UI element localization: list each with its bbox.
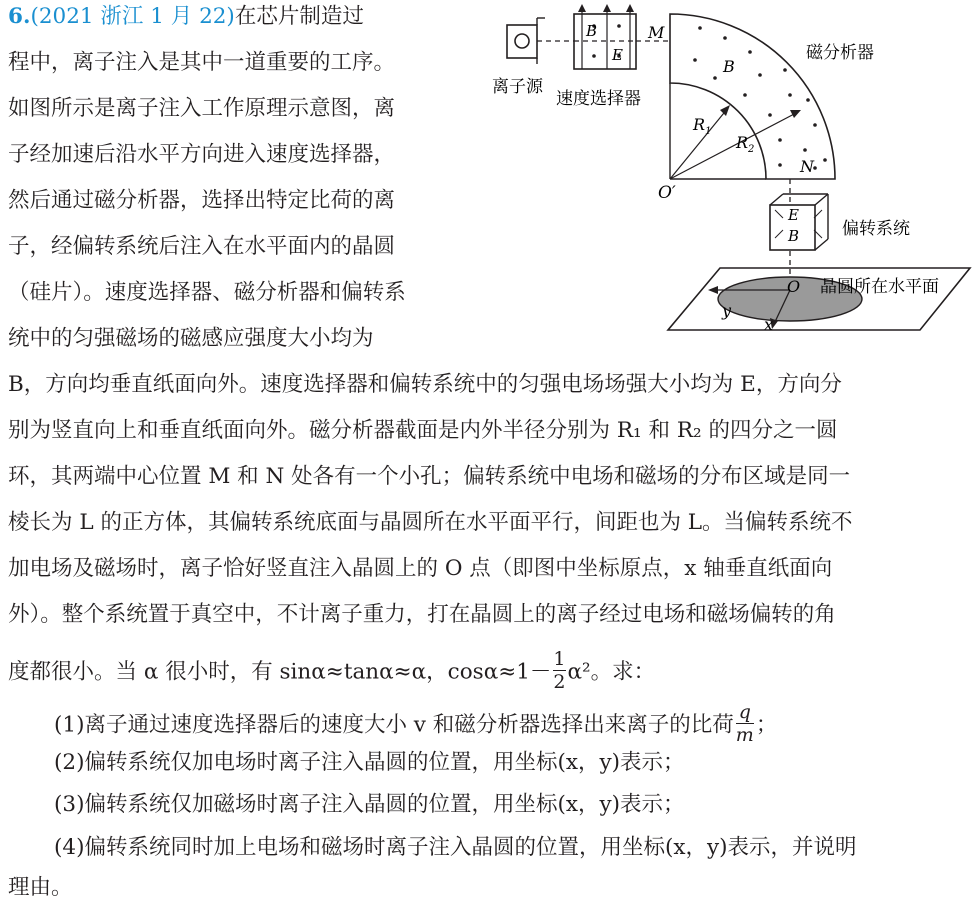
half-fraction <box>553 648 565 693</box>
intro-line-6: （硅片）。速度选择器、磁分析器和偏转系 <box>8 280 406 305</box>
deflection-B-label: B <box>788 227 800 245</box>
charge-mass-ratio <box>736 701 754 746</box>
selector-E-label: E <box>612 46 623 64</box>
intro-line-0: 在芯片制造过 <box>234 4 364 29</box>
problem-number: 6. <box>8 4 31 29</box>
analyzer-B-label: B <box>723 57 735 76</box>
question-1-text: (1)离子通过速度选择器后的速度大小 v 和磁分析器选择出来离子的比荷 <box>54 712 734 738</box>
ion-source-label: 离子源 <box>492 77 543 97</box>
intro-line-3: 子经加速后沿水平方向进入速度选择器， <box>8 142 396 167</box>
deflection-system-label: 偏转系统 <box>842 219 910 239</box>
problem-header-line <box>8 2 364 32</box>
question-4: (4)偏转系统同时加上电场和磁场时离子注入晶圆的位置，用坐标(x，y)表示，并说明 <box>54 835 857 860</box>
hole-N-label: N <box>800 157 814 176</box>
radius-R2-label: $R_2$ <box>736 133 755 155</box>
approximation-line <box>8 650 655 695</box>
intro-line-4: 然后通过磁分析器，选择出特定比荷的离 <box>8 188 396 213</box>
magnetic-analyzer-label: 磁分析器 <box>806 43 874 63</box>
body-line-5: 外）。整个系统置于真空中，不计离子重力，打在晶圆上的离子经过电场和磁场偏转的角 <box>8 602 836 627</box>
question-2: (2)偏转系统仅加电场时离子注入晶圆的位置，用坐标(x，y)表示； <box>54 750 685 775</box>
question-1 <box>54 703 777 748</box>
wafer-plane-label: 晶圆所在水平面 <box>820 277 939 297</box>
velocity-selector-box <box>574 4 636 69</box>
origin-O-label: O <box>787 277 801 296</box>
ion-implantation-diagram <box>485 0 974 340</box>
ratio-numerator: q <box>738 701 751 723</box>
velocity-selector-label: 速度选择器 <box>556 89 641 109</box>
ratio-denominator: m <box>735 724 754 746</box>
problem-source: (2021 浙江 1 月 22) <box>30 4 235 29</box>
axis-y-label: y <box>722 301 732 320</box>
deflection-E-label: E <box>788 206 799 224</box>
half-numerator: 1 <box>553 648 566 670</box>
question-4-continued: 理由。 <box>8 875 73 900</box>
body-line-2: 环，其两端中心位置 M 和 N 处各有一个小孔；偏转系统中电场和磁场的分布区域是同一 <box>8 464 851 489</box>
hole-M-label: M <box>648 23 665 42</box>
approx-prefix: 度都很小。当 α 很小时，有 sinα≈tanα≈α，cosα≈1－ <box>8 659 552 685</box>
center-Oprime-label: O′ <box>658 183 676 203</box>
intro-line-5: 子，经偏转系统后注入在水平面内的晶圆 <box>8 234 396 259</box>
half-denominator: 2 <box>553 671 566 693</box>
intro-line-2: 如图所示是离子注入工作原理示意图，离 <box>8 96 396 121</box>
question-1-end: ； <box>755 712 778 738</box>
body-line-1: 别为竖直向上和垂直纸面向外。磁分析器截面是内外半径分别为 R₁ 和 R₂ 的四分之一圆 <box>8 418 838 443</box>
body-line-0: B，方向均垂直纸面向外。速度选择器和偏转系统中的匀强电场场强大小均为 E，方向分 <box>8 372 842 397</box>
radius-R1-label: $R_1$ <box>693 115 712 137</box>
body-line-4: 加电场及磁场时，离子恰好竖直注入晶圆上的 O 点（即图中坐标原点，x 轴垂直纸面向 <box>8 556 833 581</box>
body-line-3: 棱长为 L 的正方体，其偏转系统底面与晶圆所在水平面平行，间距也为 L。当偏转系统不 <box>8 510 853 535</box>
approx-suffix: α²。求： <box>567 659 656 685</box>
question-3: (3)偏转系统仅加磁场时离子注入晶圆的位置，用坐标(x，y)表示； <box>54 792 685 817</box>
selector-B-label: B <box>586 22 598 40</box>
axis-x-label: x <box>764 315 774 334</box>
intro-line-1: 程中，离子注入是其中一道重要的工序。 <box>8 50 396 75</box>
intro-line-7: 统中的匀强磁场的磁感应强度大小均为 <box>8 326 374 351</box>
